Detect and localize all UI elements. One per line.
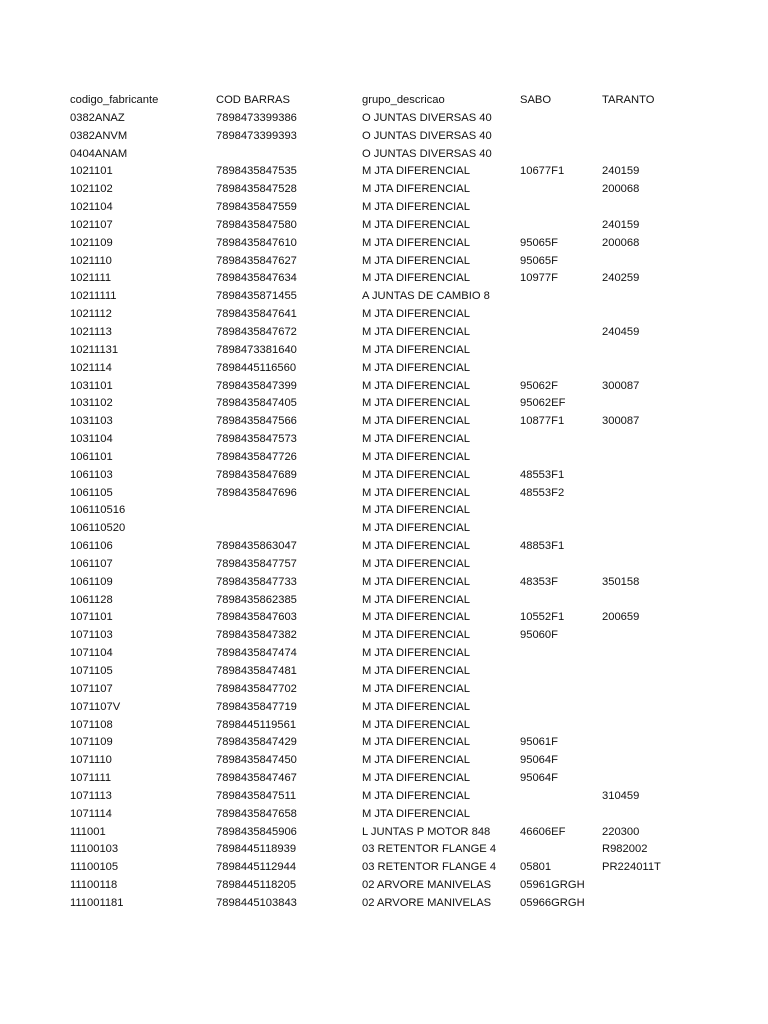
cell-codigo-fabricante: 1021107 (70, 218, 113, 231)
cell-grupo-descricao: 03 RETENTOR FLANGE 4 (362, 861, 497, 874)
table-row (70, 717, 710, 735)
cell-cod-barras: 7898435847382 (216, 629, 297, 642)
cell-codigo-fabricante: 1071101 (70, 611, 113, 624)
cell-sabo: 10977F (520, 272, 558, 285)
cell-cod-barras: 7898435847634 (216, 272, 297, 285)
cell-codigo-fabricante: 1071107 (70, 682, 113, 695)
cell-cod-barras: 7898435847610 (216, 236, 297, 249)
cell-cod-barras: 7898435845906 (216, 825, 297, 838)
cell-grupo-descricao: M JTA DIFERENCIAL (362, 379, 470, 392)
cell-codigo-fabricante: 1021102 (70, 183, 113, 196)
cell-grupo-descricao: M JTA DIFERENCIAL (362, 504, 470, 517)
cell-codigo-fabricante: 1071105 (70, 665, 113, 677)
cell-grupo-descricao: M JTA DIFERENCIAL (362, 272, 470, 285)
table-row (70, 181, 710, 199)
cell-grupo-descricao: M JTA DIFERENCIAL (362, 682, 470, 695)
table-row (70, 128, 710, 146)
cell-taranto (602, 734, 710, 752)
cell-grupo-descricao: M JTA DIFERENCIAL (362, 415, 470, 428)
parts-table (70, 92, 710, 913)
cell-cod-barras: 7898435847641 (216, 308, 297, 321)
cell-taranto (602, 288, 710, 306)
cell-cod-barras: 7898435847467 (216, 772, 297, 785)
cell-sabo: 10677F1 (520, 165, 565, 178)
cell-codigo-fabricante: 0404ANAM (70, 147, 128, 160)
spreadsheet-table-container (70, 92, 710, 913)
cell-codigo-fabricante: 1071107V (70, 700, 121, 713)
table-row (70, 895, 710, 913)
cell-sabo (520, 110, 602, 128)
cell-sabo (520, 841, 602, 859)
table-row (70, 645, 710, 663)
cell-grupo-descricao: M JTA DIFERENCIAL (362, 254, 470, 267)
cell-codigo-fabricante: 1031102 (70, 397, 113, 410)
table-row (70, 110, 710, 128)
cell-cod-barras: 7898435847658 (216, 807, 297, 820)
cell-grupo-descricao: M JTA DIFERENCIAL (362, 807, 470, 820)
table-row (70, 306, 710, 324)
cell-sabo: 05801 (520, 861, 552, 874)
cell-cod-barras: 7898435847429 (216, 736, 297, 749)
cell-cod-barras: 7898435847399 (216, 379, 297, 392)
cell-cod-barras: 7898435847566 (216, 415, 297, 428)
header-cod-barras: COD BARRAS (216, 94, 290, 106)
cell-sabo (520, 717, 602, 735)
cell-grupo-descricao: M JTA DIFERENCIAL (362, 308, 470, 321)
cell-grupo-descricao: A JUNTAS DE CAMBIO 8 (362, 290, 490, 303)
cell-codigo-fabricante: 106110516 (70, 504, 126, 517)
cell-sabo: 05966GRGH (520, 896, 585, 909)
table-row (70, 752, 710, 770)
cell-cod-barras: 7898435847511 (216, 789, 297, 802)
cell-grupo-descricao: M JTA DIFERENCIAL (362, 218, 470, 231)
cell-cod-barras: 7898435847696 (216, 486, 297, 499)
cell-grupo-descricao: M JTA DIFERENCIAL (362, 557, 470, 570)
cell-codigo-fabricante: 1061106 (70, 540, 113, 553)
cell-codigo-fabricante: 1061103 (70, 468, 113, 481)
table-row (70, 663, 710, 681)
cell-sabo (520, 556, 602, 574)
table-row (70, 824, 710, 842)
cell-cod-barras: 7898445119561 (216, 718, 297, 731)
cell-sabo: 95060F (520, 629, 558, 642)
cell-grupo-descricao: M JTA DIFERENCIAL (362, 647, 470, 660)
cell-sabo: 48853F1 (520, 540, 565, 553)
cell-sabo (520, 342, 602, 360)
cell-cod-barras (216, 520, 362, 538)
cell-cod-barras: 7898435847689 (216, 468, 297, 481)
cell-sabo (520, 592, 602, 610)
cell-sabo (520, 306, 602, 324)
table-row (70, 841, 710, 859)
cell-sabo (520, 199, 602, 217)
cell-sabo (520, 181, 602, 199)
cell-grupo-descricao: M JTA DIFERENCIAL (362, 754, 470, 767)
cell-cod-barras: 7898445116560 (216, 361, 297, 374)
table-row (70, 288, 710, 306)
cell-taranto: 200659 (602, 611, 640, 624)
cell-taranto (602, 717, 710, 735)
cell-taranto: 240459 (602, 325, 640, 338)
cell-cod-barras: 7898435847450 (216, 754, 297, 767)
cell-grupo-descricao: 02 ARVORE MANIVELAS (362, 879, 492, 892)
cell-sabo (520, 288, 602, 306)
table-row (70, 235, 710, 253)
cell-codigo-fabricante: 111001181 (70, 896, 124, 909)
cell-sabo (520, 788, 602, 806)
cell-cod-barras: 7898435863047 (216, 540, 297, 553)
cell-grupo-descricao: M JTA DIFERENCIAL (362, 165, 470, 178)
cell-cod-barras: 7898435847672 (216, 325, 297, 338)
table-row (70, 324, 710, 342)
cell-sabo (520, 502, 602, 520)
cell-grupo-descricao: M JTA DIFERENCIAL (362, 593, 470, 606)
cell-grupo-descricao: M JTA DIFERENCIAL (362, 540, 470, 553)
cell-taranto (602, 431, 710, 449)
cell-codigo-fabricante: 11100103 (70, 843, 119, 856)
cell-grupo-descricao: M JTA DIFERENCIAL (362, 629, 470, 642)
cell-sabo (520, 520, 602, 538)
cell-cod-barras (216, 146, 362, 164)
cell-sabo (520, 663, 602, 681)
cell-codigo-fabricante: 10211111 (70, 290, 117, 303)
cell-codigo-fabricante: 1061109 (70, 575, 113, 588)
cell-taranto: 300087 (602, 379, 640, 392)
cell-grupo-descricao: M JTA DIFERENCIAL (362, 522, 470, 535)
cell-taranto (602, 752, 710, 770)
cell-taranto: 300087 (602, 415, 640, 428)
cell-taranto (602, 663, 710, 681)
cell-cod-barras: 7898435847474 (216, 647, 297, 660)
cell-grupo-descricao: M JTA DIFERENCIAL (362, 611, 470, 624)
cell-sabo (520, 645, 602, 663)
cell-taranto (602, 146, 710, 164)
cell-codigo-fabricante: 0382ANAZ (70, 111, 125, 124)
table-row (70, 431, 710, 449)
cell-codigo-fabricante: 106110520 (70, 522, 126, 535)
cell-grupo-descricao: O JUNTAS DIVERSAS 40 (362, 147, 492, 160)
cell-taranto (602, 502, 710, 520)
cell-codigo-fabricante: 1021109 (70, 236, 113, 249)
cell-cod-barras: 7898445118205 (216, 879, 297, 892)
cell-sabo (520, 324, 602, 342)
cell-taranto: 310459 (602, 789, 640, 802)
cell-codigo-fabricante: 10211131 (70, 343, 119, 356)
cell-cod-barras: 7898473399393 (216, 129, 297, 142)
cell-codigo-fabricante: 1021111 (70, 272, 112, 285)
cell-grupo-descricao: 02 ARVORE MANIVELAS (362, 896, 492, 909)
cell-taranto (602, 627, 710, 645)
cell-sabo (520, 431, 602, 449)
cell-cod-barras (216, 502, 362, 520)
cell-grupo-descricao: O JUNTAS DIVERSAS 40 (362, 111, 492, 124)
table-row (70, 270, 710, 288)
cell-sabo (520, 806, 602, 824)
cell-codigo-fabricante: 1021104 (70, 201, 113, 214)
table-row (70, 806, 710, 824)
table-row (70, 378, 710, 396)
table-row (70, 556, 710, 574)
table-row (70, 395, 710, 413)
cell-cod-barras: 7898435847481 (216, 665, 297, 677)
table-row (70, 681, 710, 699)
table-row (70, 360, 710, 378)
cell-codigo-fabricante: 1061105 (70, 486, 113, 499)
cell-taranto (602, 306, 710, 324)
cell-cod-barras: 7898435847757 (216, 557, 297, 570)
table-row (70, 788, 710, 806)
cell-cod-barras: 7898435847702 (216, 682, 297, 695)
header-codigo-fabricante: codigo_fabricante (70, 94, 159, 106)
cell-codigo-fabricante: 1071109 (70, 736, 113, 749)
cell-taranto: 200068 (602, 236, 640, 249)
cell-cod-barras: 7898473381640 (216, 343, 297, 356)
cell-codigo-fabricante: 1071108 (70, 718, 113, 731)
cell-sabo: 95061F (520, 736, 558, 749)
cell-taranto (602, 199, 710, 217)
cell-sabo: 48353F (520, 575, 558, 588)
cell-grupo-descricao: 03 RETENTOR FLANGE 4 (362, 843, 497, 856)
table-row (70, 609, 710, 627)
header-row (70, 92, 710, 110)
cell-cod-barras: 7898445112944 (216, 861, 297, 874)
cell-taranto (602, 485, 710, 503)
cell-taranto (602, 128, 710, 146)
cell-cod-barras: 7898445103843 (216, 896, 297, 909)
cell-grupo-descricao: M JTA DIFERENCIAL (362, 486, 470, 499)
cell-cod-barras: 7898435847559 (216, 201, 297, 214)
cell-grupo-descricao: M JTA DIFERENCIAL (362, 361, 470, 374)
table-row (70, 592, 710, 610)
cell-cod-barras: 7898435847627 (216, 254, 297, 267)
table-row (70, 520, 710, 538)
table-row (70, 699, 710, 717)
cell-sabo: 48553F2 (520, 486, 565, 499)
cell-codigo-fabricante: 1021112 (70, 308, 112, 321)
cell-grupo-descricao: M JTA DIFERENCIAL (362, 665, 470, 677)
table-row (70, 502, 710, 520)
cell-codigo-fabricante: 1071114 (70, 807, 112, 820)
table-row (70, 770, 710, 788)
cell-taranto (602, 806, 710, 824)
cell-taranto (602, 449, 710, 467)
cell-taranto (602, 520, 710, 538)
cell-taranto: 240259 (602, 272, 640, 285)
table-row (70, 574, 710, 592)
cell-sabo (520, 360, 602, 378)
cell-taranto (602, 467, 710, 485)
cell-grupo-descricao: M JTA DIFERENCIAL (362, 433, 470, 446)
table-row (70, 163, 710, 181)
table-row (70, 146, 710, 164)
cell-sabo: 05961GRGH (520, 879, 585, 892)
cell-grupo-descricao: M JTA DIFERENCIAL (362, 325, 470, 338)
table-row (70, 253, 710, 271)
cell-sabo (520, 681, 602, 699)
table-row (70, 413, 710, 431)
cell-codigo-fabricante: 1071104 (70, 647, 113, 660)
cell-taranto: 240159 (602, 218, 640, 231)
cell-grupo-descricao: M JTA DIFERENCIAL (362, 183, 470, 196)
cell-sabo (520, 146, 602, 164)
cell-codigo-fabricante: 1021114 (70, 361, 112, 374)
cell-sabo: 95064F (520, 772, 558, 785)
cell-cod-barras: 7898445118939 (216, 843, 297, 856)
header-sabo: SABO (520, 94, 552, 106)
table-row (70, 877, 710, 895)
cell-taranto: 350158 (602, 575, 640, 588)
cell-cod-barras: 7898435847603 (216, 611, 297, 624)
cell-cod-barras: 7898473399386 (216, 111, 297, 124)
cell-codigo-fabricante: 11100105 (70, 861, 119, 874)
cell-codigo-fabricante: 111001 (70, 825, 106, 838)
cell-cod-barras: 7898435847528 (216, 183, 297, 196)
cell-codigo-fabricante: 1031103 (70, 415, 113, 428)
cell-taranto (602, 699, 710, 717)
cell-taranto (602, 770, 710, 788)
cell-taranto (602, 877, 710, 895)
cell-grupo-descricao: M JTA DIFERENCIAL (362, 201, 470, 214)
cell-cod-barras: 7898435862385 (216, 593, 297, 606)
cell-grupo-descricao: L JUNTAS P MOTOR 848 (362, 825, 491, 838)
cell-taranto: R982002 (602, 843, 648, 856)
cell-grupo-descricao: M JTA DIFERENCIAL (362, 468, 470, 481)
cell-sabo: 95064F (520, 754, 558, 767)
cell-taranto (602, 253, 710, 271)
cell-codigo-fabricante: 1021113 (70, 325, 112, 338)
cell-grupo-descricao: M JTA DIFERENCIAL (362, 575, 470, 588)
header-taranto: TARANTO (602, 94, 655, 106)
cell-codigo-fabricante: 1031104 (70, 433, 113, 446)
cell-codigo-fabricante: 0382ANVM (70, 129, 128, 142)
cell-codigo-fabricante: 11100118 (70, 879, 118, 892)
header-grupo-descricao: grupo_descricao (362, 94, 445, 106)
cell-codigo-fabricante: 1061101 (70, 450, 113, 463)
table-row (70, 859, 710, 877)
cell-sabo: 95062EF (520, 397, 566, 410)
cell-taranto (602, 110, 710, 128)
cell-taranto: 200068 (602, 183, 640, 196)
table-row (70, 467, 710, 485)
cell-sabo: 46606EF (520, 825, 566, 838)
cell-taranto (602, 592, 710, 610)
table-row (70, 342, 710, 360)
table-row (70, 199, 710, 217)
cell-sabo: 95062F (520, 379, 558, 392)
cell-codigo-fabricante: 1031101 (70, 379, 113, 392)
cell-taranto: PR224011T (602, 861, 661, 874)
cell-codigo-fabricante: 1071113 (70, 789, 112, 802)
cell-grupo-descricao: M JTA DIFERENCIAL (362, 397, 470, 410)
cell-codigo-fabricante: 1071103 (70, 629, 113, 642)
cell-grupo-descricao: M JTA DIFERENCIAL (362, 450, 470, 463)
table-body (70, 110, 710, 913)
cell-taranto (602, 360, 710, 378)
cell-codigo-fabricante: 1071110 (70, 754, 112, 767)
cell-taranto (602, 895, 710, 913)
cell-sabo: 10877F1 (520, 415, 565, 428)
cell-cod-barras: 7898435847580 (216, 218, 297, 231)
cell-cod-barras: 7898435847405 (216, 397, 297, 410)
cell-taranto: 240159 (602, 165, 640, 178)
cell-codigo-fabricante: 1021101 (70, 165, 113, 178)
cell-grupo-descricao: M JTA DIFERENCIAL (362, 718, 470, 731)
cell-taranto: 220300 (602, 825, 640, 838)
cell-sabo: 95065F (520, 236, 558, 249)
table-row (70, 627, 710, 645)
table-row (70, 217, 710, 235)
cell-sabo: 95065F (520, 254, 558, 267)
cell-cod-barras: 7898435847726 (216, 450, 297, 463)
cell-sabo: 48553F1 (520, 468, 565, 481)
cell-grupo-descricao: M JTA DIFERENCIAL (362, 772, 470, 785)
cell-grupo-descricao: M JTA DIFERENCIAL (362, 343, 470, 356)
cell-taranto (602, 538, 710, 556)
cell-grupo-descricao: M JTA DIFERENCIAL (362, 700, 470, 713)
cell-cod-barras: 7898435871455 (216, 290, 297, 303)
table-row (70, 485, 710, 503)
cell-taranto (602, 556, 710, 574)
cell-taranto (602, 342, 710, 360)
cell-sabo (520, 699, 602, 717)
cell-codigo-fabricante: 1061128 (70, 593, 113, 606)
cell-codigo-fabricante: 1021110 (70, 254, 112, 267)
cell-grupo-descricao: M JTA DIFERENCIAL (362, 789, 470, 802)
cell-sabo: 10552F1 (520, 611, 565, 624)
table-row (70, 538, 710, 556)
cell-cod-barras: 7898435847573 (216, 433, 297, 446)
cell-grupo-descricao: M JTA DIFERENCIAL (362, 236, 470, 249)
cell-sabo (520, 128, 602, 146)
cell-codigo-fabricante: 1061107 (70, 557, 113, 570)
cell-cod-barras: 7898435847733 (216, 575, 297, 588)
cell-cod-barras: 7898435847535 (216, 165, 297, 178)
cell-taranto (602, 681, 710, 699)
cell-grupo-descricao: O JUNTAS DIVERSAS 40 (362, 129, 492, 142)
table-row (70, 449, 710, 467)
cell-cod-barras: 7898435847719 (216, 700, 297, 713)
table-row (70, 734, 710, 752)
cell-taranto (602, 395, 710, 413)
cell-codigo-fabricante: 1071111 (70, 772, 112, 785)
cell-sabo (520, 449, 602, 467)
cell-taranto (602, 645, 710, 663)
cell-sabo (520, 217, 602, 235)
cell-grupo-descricao: M JTA DIFERENCIAL (362, 736, 470, 749)
